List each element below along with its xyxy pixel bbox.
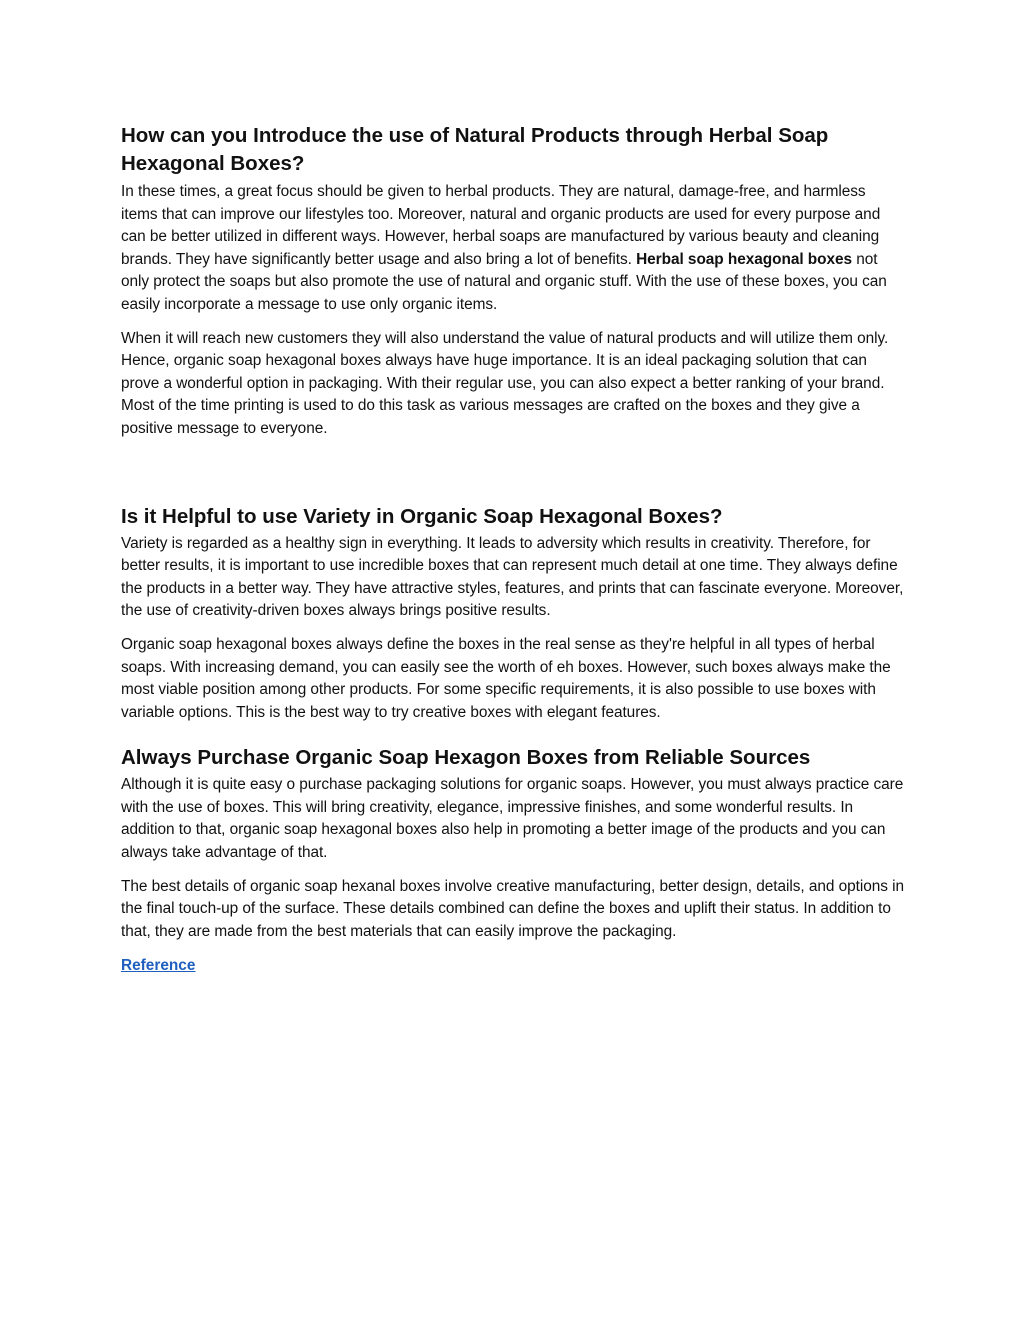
paragraph-text: not only protect the soaps but also promote the use of natural and organic stuff. With the use of these boxes, you can easily incorporate a message to use only organic items.	[121, 250, 887, 313]
paragraph-variety: Variety is regarded as a healthy sign in everything. It leads to adversity which results in creativity. Therefore, for better results, it is important to use incredible boxes that can represent much detail at one time. They always define the products in a better way. They have attractive styles, features, and prints that can fascinate everyone. Moreover, the use of creativity-driven boxes always brings positive results.	[121, 534, 904, 620]
paragraph-purchase: Although it is quite easy o purchase packaging solutions for organic soaps. However, you must always practice care with the use of boxes. This will bring creativity, elegance, impressive finishes, and some wonderful results. In addition to that, organic soap hexagonal boxes also help in promoting a better image of the products and you can always take advantage of that.	[121, 776, 904, 862]
paragraph-herbal-products	[121, 181, 906, 317]
reference-link[interactable]: Reference	[121, 957, 196, 975]
document-page	[121, 122, 906, 977]
paragraph-organic-soap-boxes: Organic soap hexagonal boxes always define the boxes in the real sense as they're helpful in all types of herbal soaps. With increasing demand, you can easily see the worth of eh boxes. However, such boxes always make the most viable position among other products. For some specific requirements, it is also possible to use boxes with variable options. This is the best way to try creative boxes with elegant features.	[121, 635, 891, 721]
section-heading-natural-products: How can you Introduce the use of Natural Products through Herbal Soap Hexagonal Boxes?	[121, 124, 829, 175]
paragraph-text: In these times, a great focus should be given to herbal products. They are natural, damage-free, and harmless items that can improve our lifestyles too. Moreover, natural and organic products are used for every purpose and can be better utilized in different ways. However, herbal soaps are manufactured by various beauty and cleaning brands. They have significantly better usage and also bring a lot of benefits.	[121, 183, 881, 268]
paragraph-best-details: The best details of organic soap hexanal boxes involve creative manufacturing, better design, details, and options in the final touch-up of the surface. These details combined can define the boxes and uplift their status. In addition to that, they are made from the best materials that can easily improve the packaging.	[121, 877, 904, 940]
bold-phrase-herbal-soap-hexagonal-boxes: Herbal soap hexagonal boxes	[636, 250, 853, 268]
section-heading-variety: Is it Helpful to use Variety in Organic Soap Hexagonal Boxes?	[121, 504, 723, 528]
paragraph-new-customers: When it will reach new customers they will also understand the value of natural products and will utilize them only. Hence, organic soap hexagonal boxes always have huge importance. It is an ideal packaging solution that can prove a wonderful option in packaging. With their regular use, you can also expect a better ranking of your brand. Most of the time printing is used to do this task as various messages are crafted on the boxes and they give a positive message to everyone.	[121, 329, 889, 437]
section-heading-reliable-sources: Always Purchase Organic Soap Hexagon Boxes from Reliable Sources	[121, 746, 811, 770]
